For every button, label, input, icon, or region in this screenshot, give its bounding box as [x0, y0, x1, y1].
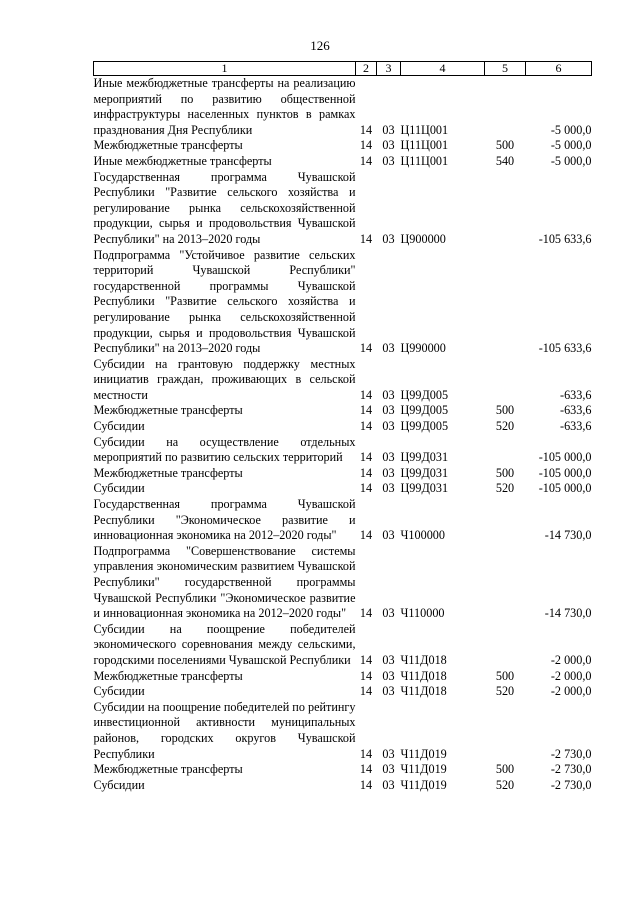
row-section: 14: [359, 387, 373, 402]
row-expense-type: [485, 622, 526, 669]
row-name: Межбюджетные трансферты: [93, 138, 243, 153]
table-row: [94, 762, 592, 778]
row-expense-type: 500: [495, 403, 515, 418]
row-subsection: 03: [382, 668, 395, 683]
row-expense-type: [485, 76, 526, 139]
row-section: 14: [359, 652, 373, 667]
row-expense-type: [485, 497, 526, 544]
table-row: [94, 466, 592, 482]
row-section: 14: [359, 762, 373, 777]
row-amount: -2 730,0: [550, 762, 592, 777]
row-name: Субсидии: [93, 684, 145, 699]
header-cell-expense-type: 5: [485, 62, 526, 76]
row-expense-type: 500: [495, 138, 515, 153]
row-amount: -105 000,0: [538, 465, 592, 480]
table-row: [94, 357, 592, 404]
row-section: 14: [359, 465, 373, 480]
row-expense-type: [485, 700, 526, 762]
table-row: [94, 669, 592, 685]
row-target-article: Ц99Д005: [400, 403, 449, 418]
row-expense-type: [485, 544, 526, 622]
row-target-article: Ц11Ц001: [400, 138, 449, 153]
row-name: Государственная программа Чувашской Республики "Развитие сельского хозяйства и регулирование рынка сельскохозяйственной продукции, сырья и продовольствия Чувашской Республики" на 2013–2020 годы: [93, 169, 356, 246]
row-name: Иные межбюджетные трансферты: [93, 153, 272, 168]
row-target-article: Ч11Д019: [400, 746, 447, 761]
row-expense-type: 500: [495, 465, 515, 480]
row-subsection: 03: [382, 528, 395, 543]
row-section: 14: [359, 777, 373, 792]
row-section: 14: [359, 419, 373, 434]
row-target-article: Ц990000: [400, 341, 446, 356]
row-name: Субсидии: [93, 777, 145, 792]
row-expense-type: 520: [495, 481, 515, 496]
row-target-article: Ч11Д018: [400, 652, 447, 667]
row-amount: -14 730,0: [544, 606, 592, 621]
row-section: 14: [359, 606, 373, 621]
row-subsection: 03: [382, 746, 395, 761]
row-amount: -105 633,6: [538, 231, 592, 246]
row-subsection: 03: [382, 450, 395, 465]
row-target-article: Ц11Ц001: [400, 122, 449, 137]
row-target-article: Ц900000: [400, 231, 446, 246]
row-amount: -5 000,0: [550, 153, 592, 168]
table-row: [94, 138, 592, 154]
row-section: 14: [359, 684, 373, 699]
row-subsection: 03: [382, 231, 395, 246]
row-target-article: Ч100000: [400, 528, 445, 543]
table-row: [94, 481, 592, 497]
row-name: Подпрограмма "Совершенствование системы управления экономическим развитием Чувашской Республики" государственной программы Чувашской Республики "Экономическое развитие и инновационная экономика на 2012–2020 годы": [93, 543, 356, 621]
row-target-article: Ц99Д005: [400, 419, 449, 434]
row-target-article: Ц99Д031: [400, 450, 449, 465]
header-cell-target-article: 4: [401, 62, 485, 76]
table-row: [94, 403, 592, 419]
row-amount: -5 000,0: [550, 122, 592, 137]
row-expense-type: 520: [495, 419, 515, 434]
header-cell-section: 2: [356, 62, 377, 76]
row-subsection: 03: [382, 387, 395, 402]
table-row: [94, 497, 592, 544]
row-target-article: Ц99Д031: [400, 481, 449, 496]
row-expense-type: [485, 357, 526, 404]
header-cell-amount: 6: [526, 62, 592, 76]
row-name: Субсидии на поощрение победителей экономического соревнования между сельскими, городскими поселениями Чувашской Республики: [93, 621, 356, 667]
row-amount: -2 730,0: [550, 746, 592, 761]
row-subsection: 03: [382, 481, 395, 496]
header-cell-subsection: 3: [377, 62, 401, 76]
row-subsection: 03: [382, 606, 395, 621]
row-subsection: 03: [382, 122, 395, 137]
header-cell-name: 1: [94, 62, 356, 76]
row-target-article: Ц99Д005: [400, 387, 449, 402]
row-amount: -105 000,0: [538, 450, 592, 465]
row-subsection: 03: [382, 777, 395, 792]
row-amount: -2 000,0: [550, 668, 592, 683]
table-row: [94, 170, 592, 248]
row-section: 14: [359, 122, 373, 137]
row-expense-type: 500: [495, 668, 515, 683]
row-expense-type: [485, 435, 526, 466]
row-subsection: 03: [382, 419, 395, 434]
row-amount: -2 000,0: [550, 652, 592, 667]
row-name: Государственная программа Чувашской Республики "Экономическое развитие и инновационная экономика на 2012–2020 годы": [93, 497, 356, 543]
row-name: Межбюджетные трансферты: [93, 465, 243, 480]
row-section: 14: [359, 138, 373, 153]
row-amount: -633,6: [560, 387, 592, 402]
row-subsection: 03: [382, 341, 395, 356]
row-section: 14: [359, 481, 373, 496]
row-amount: -633,6: [560, 419, 592, 434]
table-row: [94, 778, 592, 794]
row-name: Субсидии: [93, 419, 145, 434]
table-row: [94, 248, 592, 357]
row-section: 14: [359, 231, 373, 246]
row-amount: -2 730,0: [550, 777, 592, 792]
row-amount: -105 633,6: [538, 341, 592, 356]
row-section: 14: [359, 668, 373, 683]
table-row: [94, 700, 592, 762]
row-expense-type: 520: [495, 777, 515, 792]
row-expense-type: 500: [495, 762, 515, 777]
row-section: 14: [359, 746, 373, 761]
row-section: 14: [359, 450, 373, 465]
row-name: Иные межбюджетные трансферты на реализацию мероприятий по развитию общественной инфраструктуры населенных пунктов в рамках празднования Дня Республики: [93, 76, 356, 137]
table-row: [94, 684, 592, 700]
row-subsection: 03: [382, 153, 395, 168]
row-section: 14: [359, 153, 373, 168]
row-section: 14: [359, 341, 373, 356]
row-target-article: Ч110000: [400, 606, 445, 621]
row-amount: -14 730,0: [544, 528, 592, 543]
row-target-article: Ч11Д018: [400, 668, 447, 683]
table-row: [94, 544, 592, 622]
table-row: [94, 435, 592, 466]
row-name: Межбюджетные трансферты: [93, 762, 243, 777]
row-subsection: 03: [382, 762, 395, 777]
row-amount: -105 000,0: [538, 481, 592, 496]
page-number: 126: [310, 38, 330, 53]
row-subsection: 03: [382, 465, 395, 480]
row-amount: -633,6: [560, 403, 592, 418]
row-expense-type: 540: [495, 153, 515, 168]
row-name: Межбюджетные трансферты: [93, 403, 243, 418]
row-name: Субсидии на грантовую поддержку местных инициатив граждан, проживающих в сельской местности: [93, 356, 356, 402]
header-row: [94, 62, 592, 76]
row-amount: -2 000,0: [550, 684, 592, 699]
row-subsection: 03: [382, 403, 395, 418]
row-target-article: Ч11Д019: [400, 762, 447, 777]
row-target-article: Ч11Д018: [400, 684, 447, 699]
row-target-article: Ч11Д019: [400, 777, 447, 792]
table-row: [94, 419, 592, 435]
table-row: [94, 154, 592, 170]
row-target-article: Ц11Ц001: [400, 153, 449, 168]
row-expense-type: [485, 248, 526, 357]
row-name: Субсидии на осуществление отдельных мероприятий по развитию сельских территорий: [93, 434, 356, 465]
table-row: [94, 76, 592, 139]
row-name: Субсидии на поощрение победителей по рейтингу инвестиционной активности муниципальных районов, городских округов Чувашской Республики: [93, 699, 356, 761]
row-name: Подпрограмма "Устойчивое развитие сельских территорий Чувашской Республики" государственной программы Чувашской Республики "Развитие сельского хозяйства и регулирование рынка сельскохозяйственной продукции, сырья и продовольствия Чувашской Республики" на 2013–2020 годы: [93, 247, 356, 356]
row-expense-type: 520: [495, 684, 515, 699]
row-section: 14: [359, 403, 373, 418]
row-amount: -5 000,0: [550, 138, 592, 153]
row-subsection: 03: [382, 138, 395, 153]
row-subsection: 03: [382, 684, 395, 699]
row-expense-type: [485, 170, 526, 248]
row-section: 14: [359, 528, 373, 543]
row-target-article: Ц99Д031: [400, 465, 449, 480]
row-subsection: 03: [382, 652, 395, 667]
row-name: Субсидии: [93, 481, 145, 496]
table-row: [94, 622, 592, 669]
row-name: Межбюджетные трансферты: [93, 668, 243, 683]
budget-table: [93, 61, 592, 793]
